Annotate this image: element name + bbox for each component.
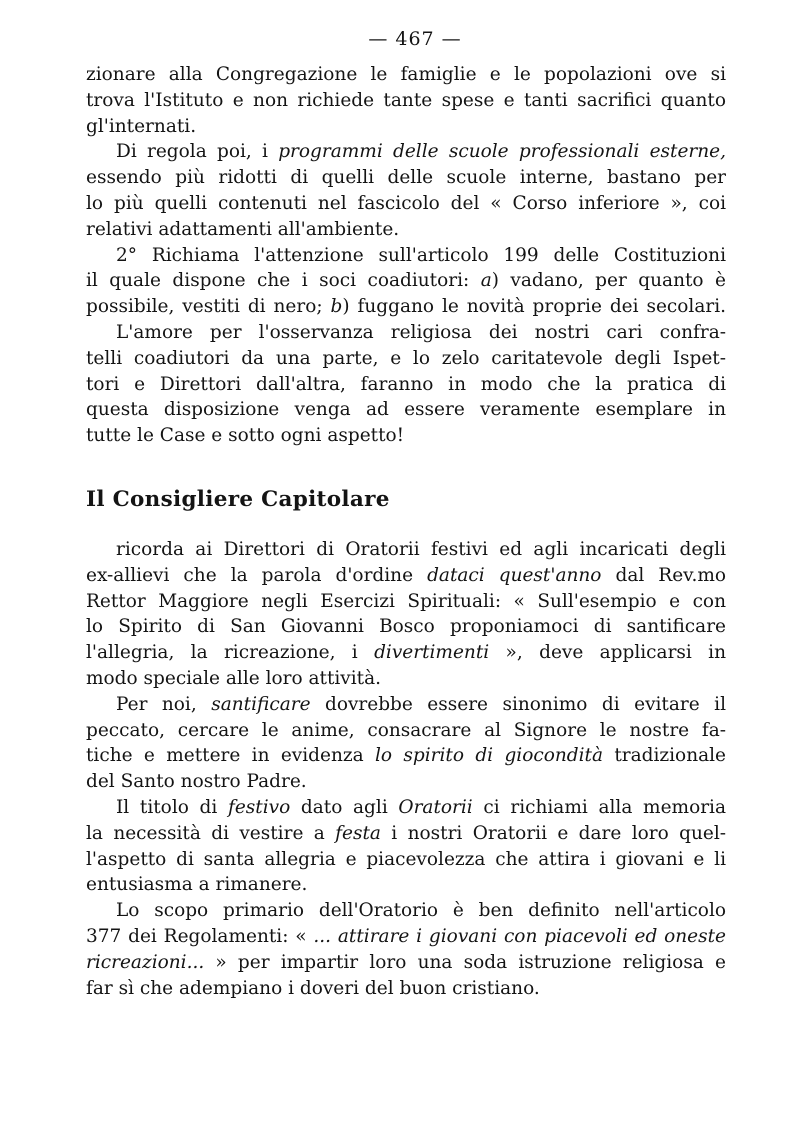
text-line xyxy=(86,423,726,449)
text-segment: dal Rev.mo xyxy=(601,564,726,586)
text-segment: gl'internati. xyxy=(86,115,197,137)
section-text-consigliere xyxy=(86,537,726,1001)
text-line xyxy=(86,563,726,589)
italic-text: Oratorii xyxy=(398,796,473,818)
section-heading: Il Consigliere Capitolare xyxy=(86,486,390,512)
text-segment: peccato, cercare le anime, consacrare al Signore le nostre fa- xyxy=(86,719,726,741)
italic-text: programmi delle scuole professionali esterne, xyxy=(278,141,726,163)
text-segment: » per impartir loro una soda istruzione religiosa e xyxy=(204,951,726,973)
text-line xyxy=(86,692,726,718)
text-line xyxy=(86,165,726,191)
text-line xyxy=(86,320,726,346)
text-segment: il quale dispone che i soci coadiutori: xyxy=(86,270,481,292)
italic-text: lo spirito di giocondità xyxy=(375,745,603,767)
section-spacer xyxy=(86,449,726,485)
text-line xyxy=(86,114,726,140)
text-segment: 377 dei Regolamenti: « xyxy=(86,925,314,947)
text-line xyxy=(86,268,726,294)
text-segment: dato agli xyxy=(290,796,399,818)
text-segment: telli coadiutori da una parte, e lo zelo caritatevole degli Ispet- xyxy=(86,347,726,369)
text-segment: L'amore per l'osservanza religiosa dei nostri cari confra- xyxy=(116,321,726,343)
text-segment: essendo più ridotti di quelli delle scuole interne, bastano per xyxy=(86,167,726,189)
text-line xyxy=(86,976,726,1002)
italic-text: b xyxy=(330,296,343,318)
text-segment: tori e Direttori dall'altra, faranno in modo che la pratica di xyxy=(86,373,726,395)
text-line xyxy=(86,217,726,243)
text-segment: tiche e mettere in evidenza xyxy=(86,745,375,767)
text-line xyxy=(86,372,726,398)
text-line xyxy=(86,718,726,744)
text-segment: questa disposizione venga ad essere veramente esemplare in xyxy=(86,399,726,421)
text-line xyxy=(86,614,726,640)
text-segment: modo speciale alle loro attività. xyxy=(86,667,382,689)
text-segment: Lo scopo primario dell'Oratorio è ben definito nell'articolo xyxy=(116,900,726,922)
text-line xyxy=(86,666,726,692)
text-segment: ci richiami alla memoria xyxy=(472,796,726,818)
text-segment: relativi adattamenti all'ambiente. xyxy=(86,218,400,240)
text-line xyxy=(86,346,726,372)
text-line xyxy=(86,898,726,924)
text-line xyxy=(86,640,726,666)
text-segment: dovrebbe essere sinonimo di evitare il xyxy=(310,693,726,715)
italic-text: a xyxy=(480,270,492,292)
italic-text: divertimenti xyxy=(374,642,490,664)
text-line xyxy=(86,537,726,563)
document-page xyxy=(86,28,726,1001)
italic-text: santificare xyxy=(211,693,311,715)
text-segment: Rettor Maggiore negli Esercizi Spirituali: « Sull'esempio e con xyxy=(86,590,726,612)
text-segment: tradizionale xyxy=(602,745,726,767)
text-segment: Per noi, xyxy=(116,693,212,715)
text-line xyxy=(86,294,726,320)
text-segment: Il titolo di xyxy=(116,796,228,818)
text-line xyxy=(86,847,726,873)
text-segment: lo più quelli contenuti nel fascicolo del « Corso inferiore », coi xyxy=(86,192,726,214)
text-segment: possibile, vestiti di nero; xyxy=(86,296,331,318)
text-segment: lo Spirito di San Giovanni Bosco proponiamoci di santificare xyxy=(86,616,726,638)
text-line xyxy=(86,191,726,217)
text-segment: l'aspetto di santa allegria e piacevolezza che attira i giovani e li xyxy=(86,848,726,870)
page-number: — 467 — xyxy=(368,28,462,50)
text-segment: i nostri Oratorii e dare loro quel- xyxy=(380,822,726,844)
text-segment: la necessità di vestire a xyxy=(86,822,336,844)
text-segment: far sì che adempiano i doveri del buon cristiano. xyxy=(86,977,540,999)
text-line xyxy=(86,397,726,423)
text-segment: ex-allievi che la parola d'ordine xyxy=(86,564,428,586)
text-segment: ) fuggano le novità proprie dei secolari. xyxy=(342,296,726,318)
text-segment: », deve applicarsi in xyxy=(489,642,726,664)
text-line xyxy=(86,88,726,114)
text-segment: zionare alla Congregazione le famiglie e le popolazioni ove si xyxy=(86,64,726,85)
text-segment: entusiasma a rimanere. xyxy=(86,874,308,896)
text-segment: ) vadano, per quanto è xyxy=(491,270,726,292)
text-line xyxy=(86,139,726,165)
text-line xyxy=(86,872,726,898)
text-line xyxy=(86,924,726,950)
text-segment: tutte le Case e sotto ogni aspetto! xyxy=(86,425,405,447)
text-segment: del Santo nostro Padre. xyxy=(86,771,307,793)
italic-text: dataci quest'anno xyxy=(427,564,602,586)
text-line xyxy=(86,589,726,615)
text-line xyxy=(86,769,726,795)
text-line xyxy=(86,743,726,769)
text-segment: ricorda ai Direttori di Oratorii festivi ed agli incaricati degli xyxy=(116,538,726,560)
text-line xyxy=(86,950,726,976)
text-segment: l'allegria, la ricreazione, i xyxy=(86,642,375,664)
italic-text: festivo xyxy=(228,796,291,818)
text-line xyxy=(86,795,726,821)
text-line xyxy=(86,243,726,269)
text-line xyxy=(86,62,726,88)
text-segment: 2° Richiama l'attenzione sull'articolo 199 delle Costituzioni xyxy=(116,244,726,266)
italic-text: ... attirare i giovani con piacevoli ed oneste xyxy=(313,925,726,947)
section-text-continued xyxy=(86,62,726,449)
italic-text: ricreazioni... xyxy=(86,951,205,973)
text-segment: trova l'Istituto e non richiede tante spese e tanti sacrifici quanto xyxy=(86,89,726,111)
italic-text: festa xyxy=(335,822,381,844)
text-line xyxy=(86,821,726,847)
text-segment: Di regola poi, i xyxy=(116,141,279,163)
